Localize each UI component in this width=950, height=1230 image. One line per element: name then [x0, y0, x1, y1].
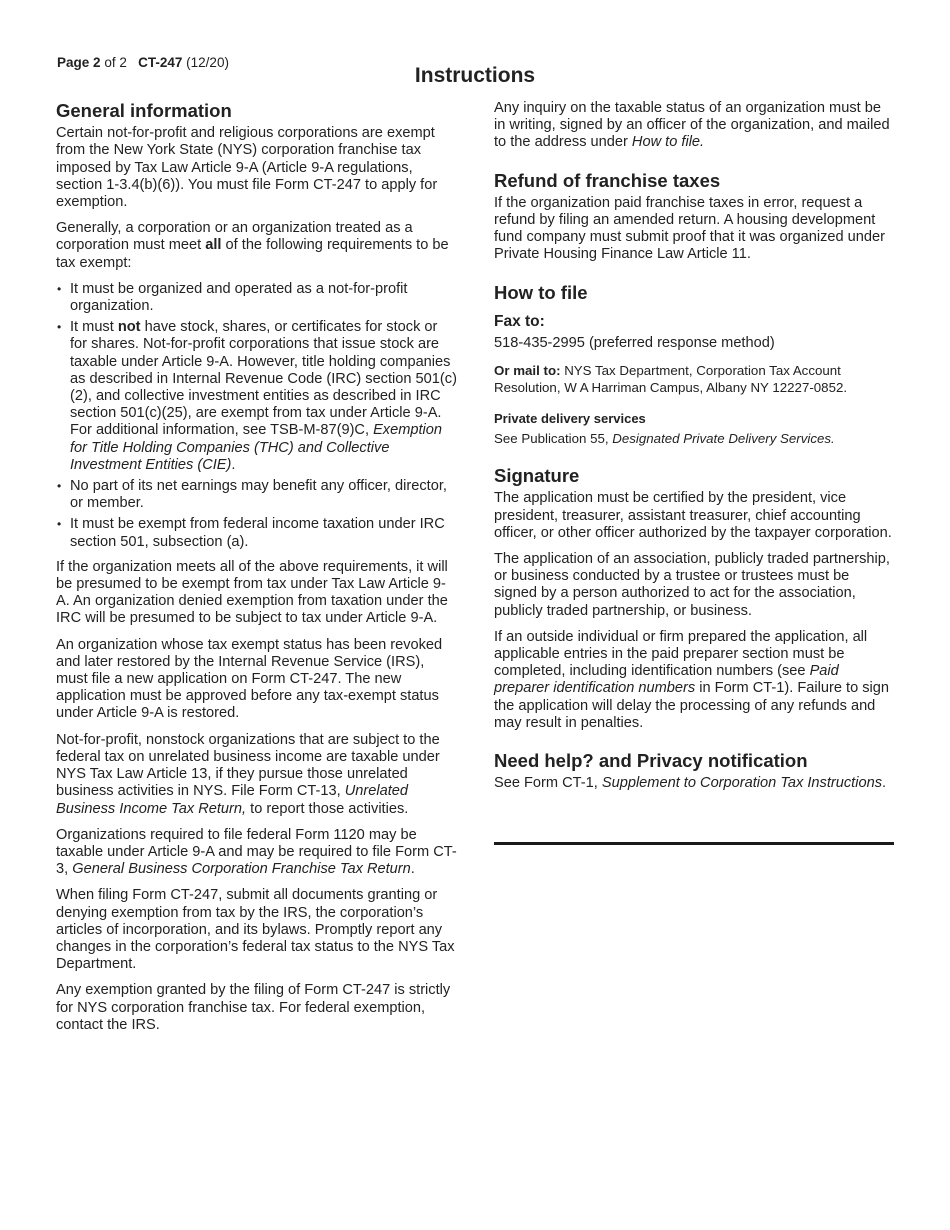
general-paragraph-7: When filing Form CT-247, submit all documents granting or denying exemption from tax by the IRS, the corporation’s articles of incorporation, and its bylaws. Promptly report any changes in the corporation’s federal tax status to the NYS Tax Department.	[56, 887, 455, 973]
section-end-rule	[494, 842, 894, 845]
page-label: Page 2 of 2	[57, 55, 127, 70]
signature-paragraph-3: If an outside individual or firm prepared the application, all applicable entries in the paid preparer section must be completed, including identification numbers (see Paid preparer identification numbers in Form CT-1). Failure to sign the application will delay the processing of any refunds and may result in penalties.	[494, 628, 890, 731]
right-column	[494, 100, 894, 801]
requirement-item: • It must not have stock, shares, or certificates for stock or for shares. Not-for-profit corporations that issue stock are taxable under Article 9-A. However, title holding companies as described in Internal Revenue Code (IRC) section 501(c)(2), and collective investment entities as described in IRC section 501(c)(25), are exempt from tax under Article 9-A. For additional information, see TSB-M-87(9)C, Exemption for Title Holding Companies (THC) and Collective Investment Entities (CIE).	[56, 319, 458, 474]
how-to-file-heading: How to file	[494, 281, 588, 303]
need-help-paragraph: See Form CT-1, Supplement to Corporation Tax Instructions.	[494, 775, 887, 792]
requirement-item: • It must be exempt from federal income taxation under IRC section 501, subsection (a).	[56, 516, 458, 550]
general-information-heading: General information	[56, 100, 232, 121]
form-revision: (12/20)	[186, 55, 229, 70]
signature-paragraph-2: The application of an association, publicly traded partnership, or business conducted by a trustee or trustees must be signed by a person authorized to act for the association, publicly traded partnership, or business.	[494, 550, 890, 619]
private-delivery-heading: Private delivery services	[494, 410, 646, 426]
form-id: CT-247	[138, 55, 183, 70]
refund-heading: Refund of franchise taxes	[494, 169, 721, 191]
general-paragraph-6: Organizations required to file federal Form 1120 may be taxable under Article 9-A and may be required to file Form CT-3, General Business Corporation Franchise Tax Return.	[56, 826, 457, 878]
general-paragraph-8: Any exemption granted by the filing of Form CT-247 is strictly for NYS corporation franchise tax. For federal exemption, contact the IRS.	[56, 982, 451, 1033]
general-paragraph-3: If the organization meets all of the above requirements, it will be presumed to be exempt from tax under Tax Law Article 9-A. An organization denied exemption from taxation under the IRC will be presumed to be subject to tax under Article 9-A.	[56, 558, 448, 627]
need-help-heading: Need help? and Privacy notification	[494, 750, 808, 772]
requirement-item: • No part of its net earnings may benefit any officer, director, or member.	[56, 478, 458, 512]
general-paragraph-2: Generally, a corporation or an organization treated as a corporation must meet all of the following requirements to be tax exempt:	[56, 220, 449, 271]
general-paragraph-4: An organization whose tax exempt status has been revoked and later restored by the Internal Revenue Service (IRS), must file a new application on Form CT-247. The new application must be approved before any tax-exempt status under Article 9-A is restored.	[56, 636, 443, 722]
signature-paragraph-1: The application must be certified by the president, vice president, treasurer, assistant treasurer, chief accounting officer, or other officer authorized by the taxpayer corporation.	[494, 490, 892, 541]
inquiry-paragraph: Any inquiry on the taxable status of an organization must be in writing, signed by an officer of the organization, and mailed to the address under How to file.	[494, 100, 890, 151]
fax-number: 518-435-2995 (preferred response method)	[494, 335, 775, 352]
signature-heading: Signature	[494, 465, 580, 487]
general-paragraph-5: Not-for-profit, nonstock organizations that are subject to the federal tax on unrelated business income are taxable under NYS Tax Law Article 13, if they pursue those unrelated business activities in NYS. File Form CT-13, Unrelated Business Income Tax Return, to report those activities.	[56, 731, 440, 817]
general-paragraph-1: Certain not-for-profit and religious corporations are exempt from the New York State (NYS) corporation franchise tax imposed by Tax Law Article 9-A (Article 9-A regulations, section 1-3.4(b)(6)). You must file Form CT-247 to apply for exemption.	[56, 125, 438, 210]
private-delivery-text: See Publication 55, Designated Private Delivery Services.	[494, 431, 835, 447]
fax-heading: Fax to:	[494, 312, 545, 330]
page-title: Instructions	[414, 64, 536, 87]
requirement-item: • It must be organized and operated as a not-for-profit organization.	[56, 281, 458, 315]
mail-address: Or mail to: NYS Tax Department, Corporation Tax Account Resolution, W A Harriman Campus, Albany NY 12227-0852.	[494, 362, 848, 395]
requirements-list	[56, 281, 458, 551]
left-column	[56, 100, 458, 1043]
refund-paragraph: If the organization paid franchise taxes in error, request a refund by filing an amended return. A housing development fund company must submit proof that it was organized under Private Housing Finance Law Article 11.	[494, 194, 885, 263]
